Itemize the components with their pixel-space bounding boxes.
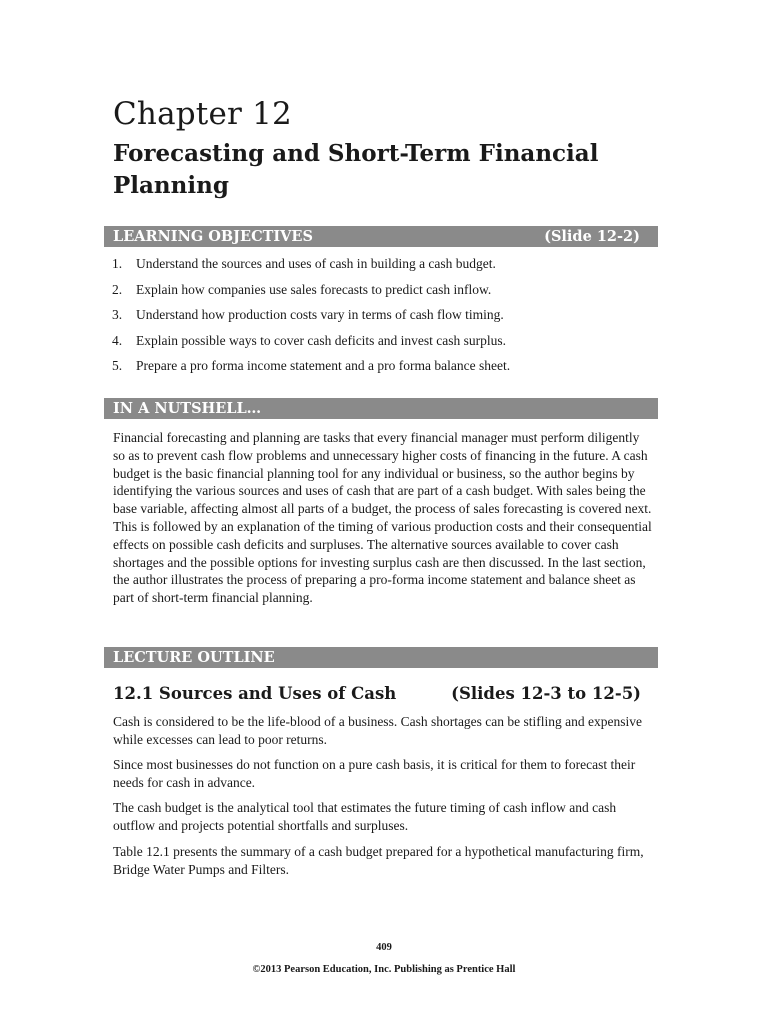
list-item-text: Explain possible ways to cover cash deficits and invest cash surplus.: [136, 332, 507, 348]
list-item-number: 3.: [112, 307, 123, 323]
list-item-text: Understand the sources and uses of cash in building a cash budget.: [136, 256, 496, 271]
list-item-number: 1.: [112, 256, 123, 271]
lecture-outline-header: [104, 647, 658, 668]
list-item: [112, 256, 652, 282]
page-number: 409: [376, 942, 392, 953]
body-paragraph: Since most businesses do not function on a pure cash basis, it is critical for them to forecast their needs for cash in advance.: [113, 757, 636, 790]
chapter-title: Chapter 12: [113, 96, 292, 132]
nutshell-paragraph: Financial forecasting and planning are tasks that every financial manager must perform diligently so as to prevent cash flow problems and unnecessary higher costs of financing in the future. A cash budget is the basic financial planning tool for any individual or business, so the author begins by identifying the various sources and uses of cash that are part of a cash budget. With sales being the base variable, affecting almost all parts of a budget, the process of sales forecasting is covered next. This is followed by an explanation of the timing of various production costs and their consequential effects on possible cash deficits and surpluses. The alternative sources available to cover cash shortages and the possible options for investing surplus cash are then discussed. In the last section, the author illustrates the process of preparing a pro-forma income statement and balance sheet as part of short-term financial planning.: [113, 430, 652, 606]
list-item-number: 4.: [112, 332, 123, 348]
body-paragraph: Cash is considered to be the life-blood of a business. Cash shortages can be stifling and expensive while excesses can lead to poor returns.: [113, 714, 643, 747]
list-item-number: 2.: [112, 281, 123, 297]
copyright-notice: ©2013 Pearson Education, Inc. Publishing as Prentice Hall: [252, 964, 516, 975]
section-heading: [113, 684, 641, 703]
list-item-number: 5.: [112, 358, 123, 374]
list-item: [112, 333, 652, 359]
body-paragraph: The cash budget is the analytical tool that estimates the future timing of cash inflow and cash outflow and projects potential shortfalls and surpluses.: [113, 800, 617, 833]
nutshell-header: [104, 398, 658, 419]
learning-objectives-list: [112, 256, 652, 384]
nutshell-heading: IN A NUTSHELL…: [113, 400, 262, 417]
list-item: [112, 358, 652, 384]
section-slide-ref: (Slides 12-3 to 12-5): [451, 684, 641, 703]
body-paragraph: Table 12.1 presents the summary of a cash budget prepared for a hypothetical manufacturing firm, Bridge Water Pumps and Filters.: [113, 844, 644, 877]
list-item: [112, 307, 652, 333]
section-title: 12.1 Sources and Uses of Cash: [113, 684, 397, 703]
learning-objectives-slide-ref: (Slide 12-2): [544, 228, 640, 245]
list-item-text: Prepare a pro forma income statement and a pro forma balance sheet.: [136, 358, 511, 374]
learning-objectives-header: [104, 226, 658, 247]
list-item: [112, 282, 652, 308]
list-item-text: Explain how companies use sales forecasts to predict cash inflow.: [136, 281, 492, 297]
lecture-outline-heading: LECTURE OUTLINE: [113, 649, 275, 666]
list-item-text: Understand how production costs vary in terms of cash flow timing.: [136, 307, 504, 323]
learning-objectives-heading: LEARNING OBJECTIVES: [113, 228, 313, 245]
chapter-subtitle: Forecasting and Short-Term Financial Planning: [113, 140, 599, 199]
